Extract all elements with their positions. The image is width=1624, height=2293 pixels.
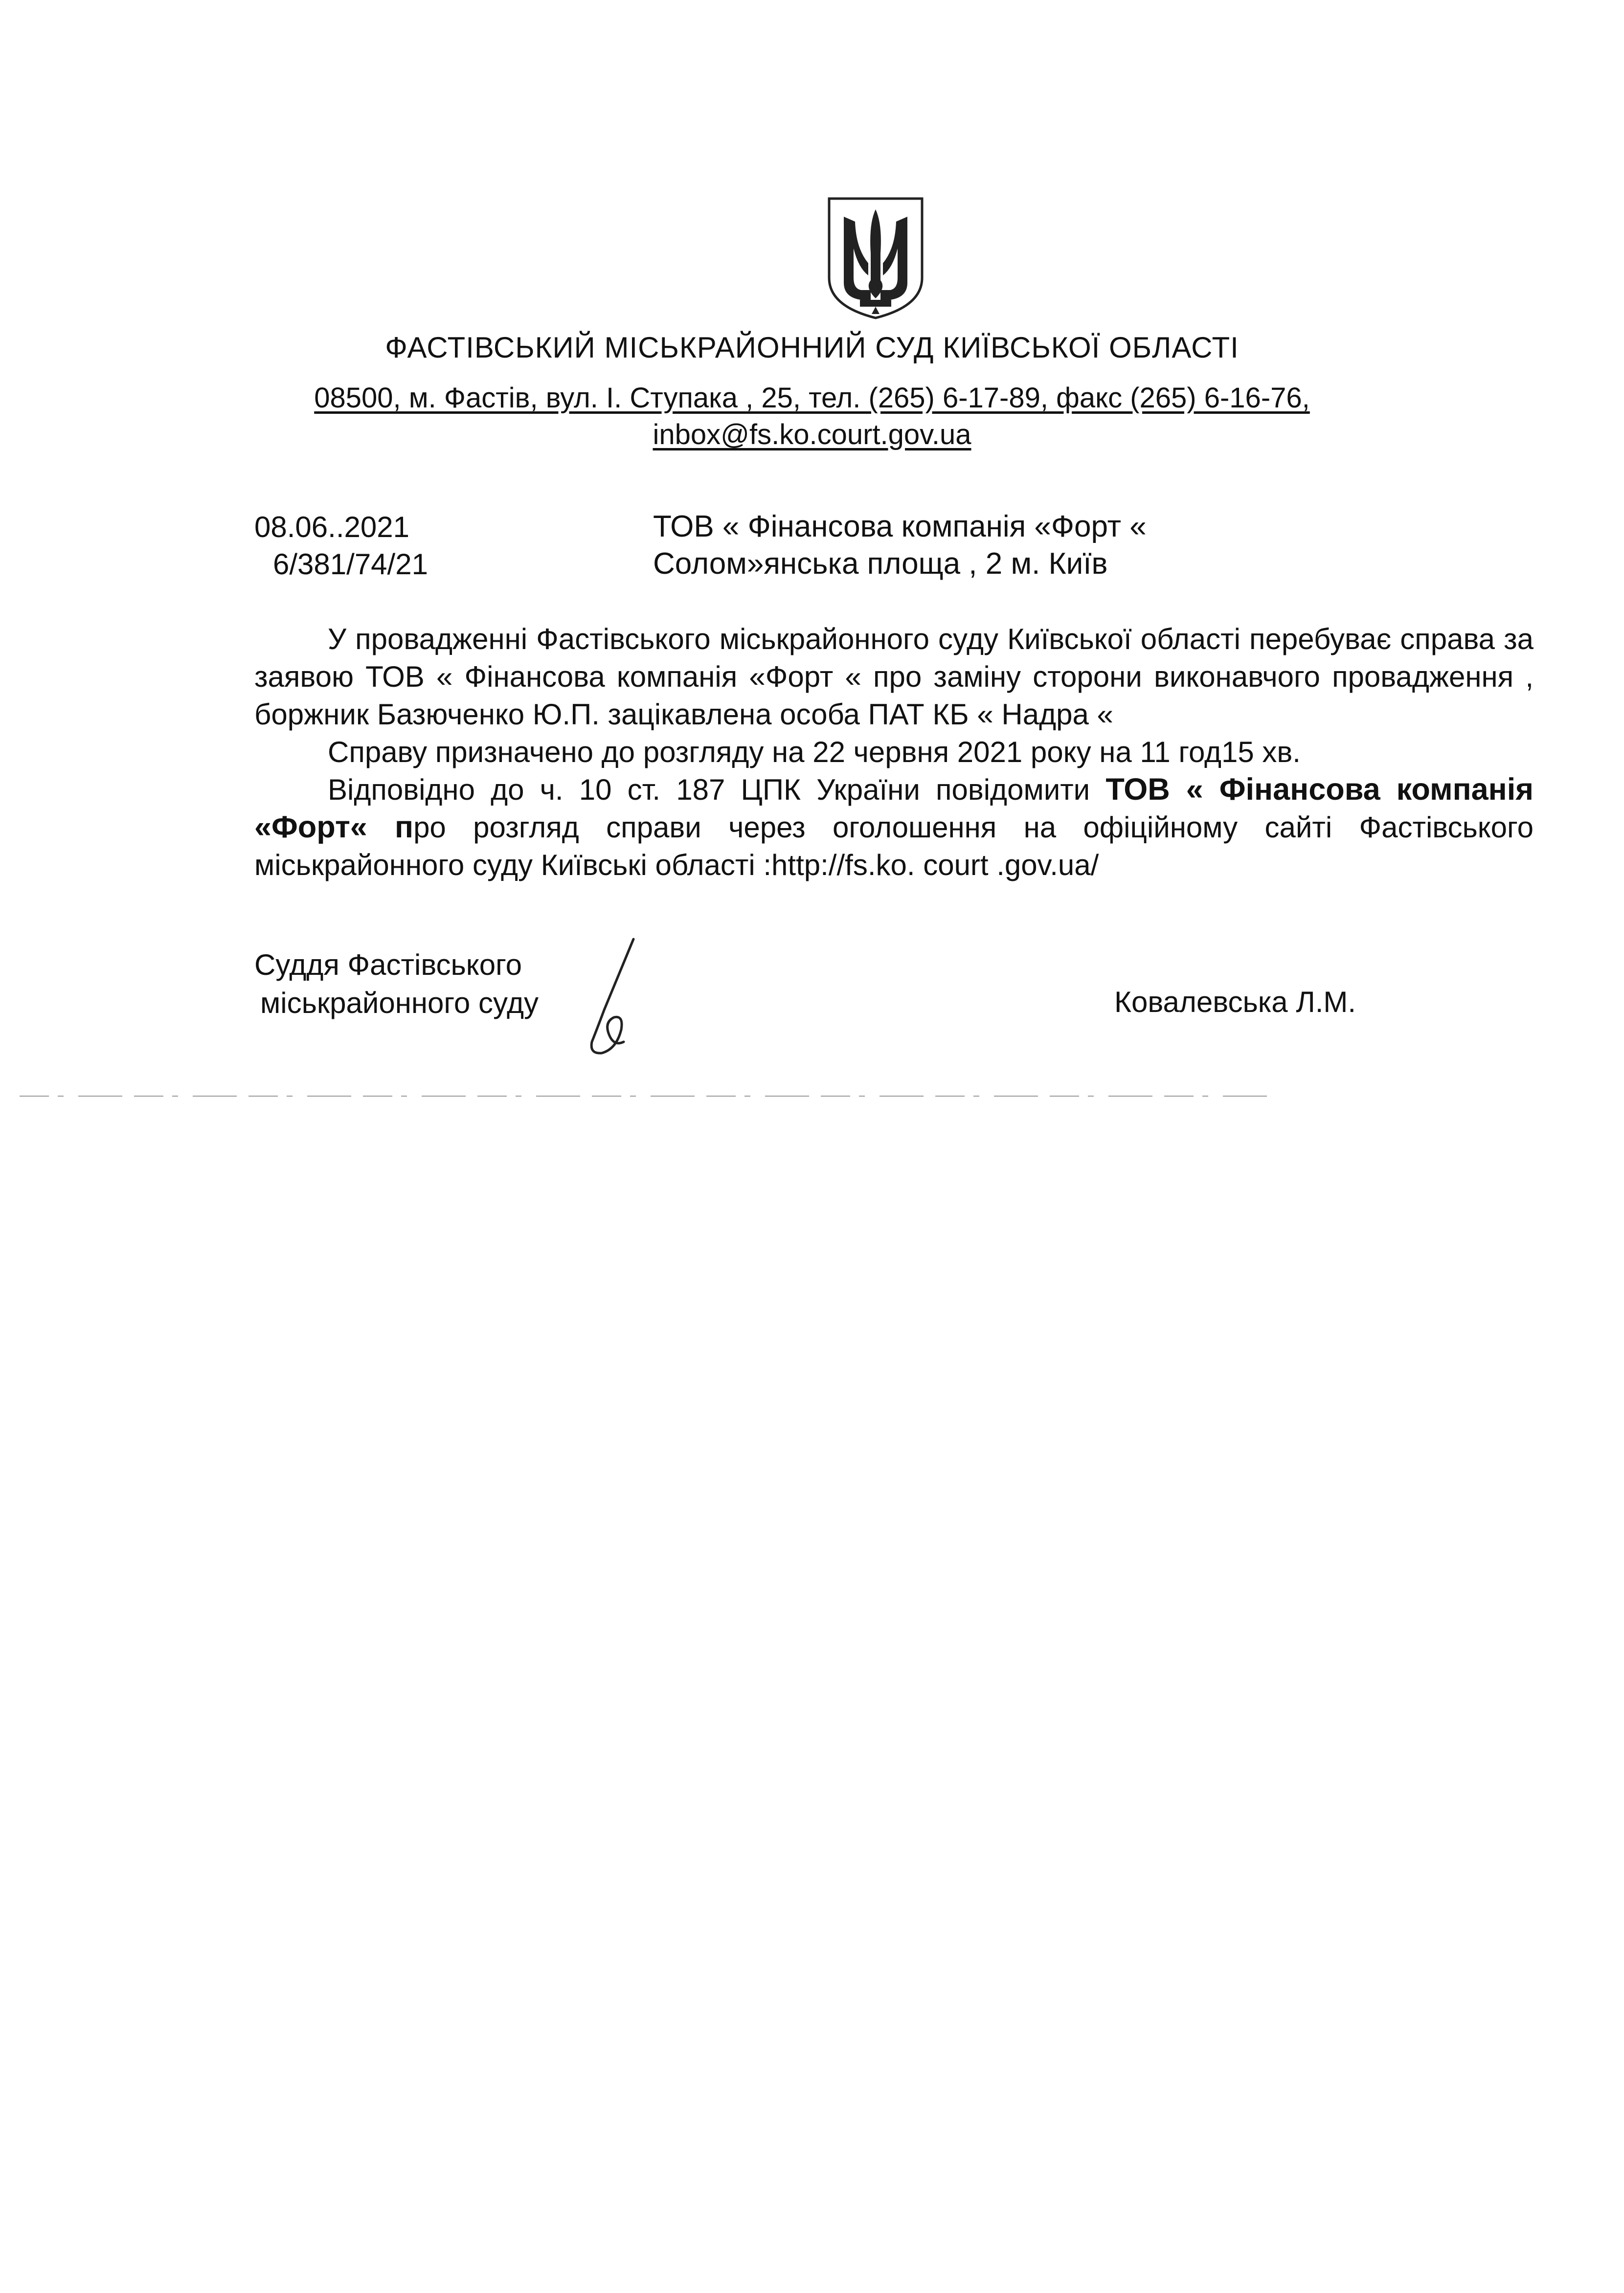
court-email: inbox@fs.ko.court.gov.ua: [653, 419, 971, 450]
notice-paragraph-case: У провадженні Фастівського міськрайонного суду Київської області перебуває справа за заявою ТОВ « Фінансова компанія «Форт « про заміну сторони виконавчого провадження , боржник Базюченко Ю.П. зацікавлена особа ПАТ КБ « Надра «: [254, 623, 1534, 731]
document-reference: 6/381/74/21: [273, 548, 428, 581]
notification-text-start: Відповідно до ч. 10 ст. 187 ЦПК України повідомити: [328, 773, 1106, 806]
ukraine-trident-icon: [822, 195, 929, 321]
court-address: 08500, м. Фастів, вул. І. Ступака , 25, тел. (265) 6-17-89, факс (265) 6-16-76,: [314, 382, 1310, 414]
court-name: ФАСТІВСЬКИЙ МІСЬКРАЙОННИЙ СУД КИЇВСЬКОЇ ОБЛАСТІ: [385, 331, 1239, 364]
notification-recipient-bold: ТОВ « Фінансова компанія «Форт« п: [254, 772, 1534, 844]
judge-title-line2: міськрайонного суду: [260, 987, 539, 1019]
scan-artifact-line: [20, 1095, 1272, 1098]
judge-name: Ковалевська Л.М.: [1114, 986, 1356, 1018]
recipient-name: ТОВ « Фінансова компанія «Форт «: [653, 510, 1147, 543]
judge-title-line1: Суддя Фастівського: [254, 948, 522, 981]
document-date: 08.06..2021: [254, 511, 409, 543]
notice-paragraph-hearing-date: Справу призначено до розгляду на 22 червня 2021 року на 11 год15 хв.: [328, 736, 1301, 768]
recipient-address: Солом»янська площа , 2 м. Київ: [653, 547, 1108, 581]
notification-text-rest: ро розгляд справи через оголошення на офіційному сайті Фастівського міськрайонного суду Київські області :http://fs.ko. court .gov.ua/: [254, 811, 1534, 881]
notice-paragraph-notification: [254, 771, 1534, 884]
handwritten-signature: [575, 937, 643, 1059]
notice-body: [254, 620, 1534, 884]
